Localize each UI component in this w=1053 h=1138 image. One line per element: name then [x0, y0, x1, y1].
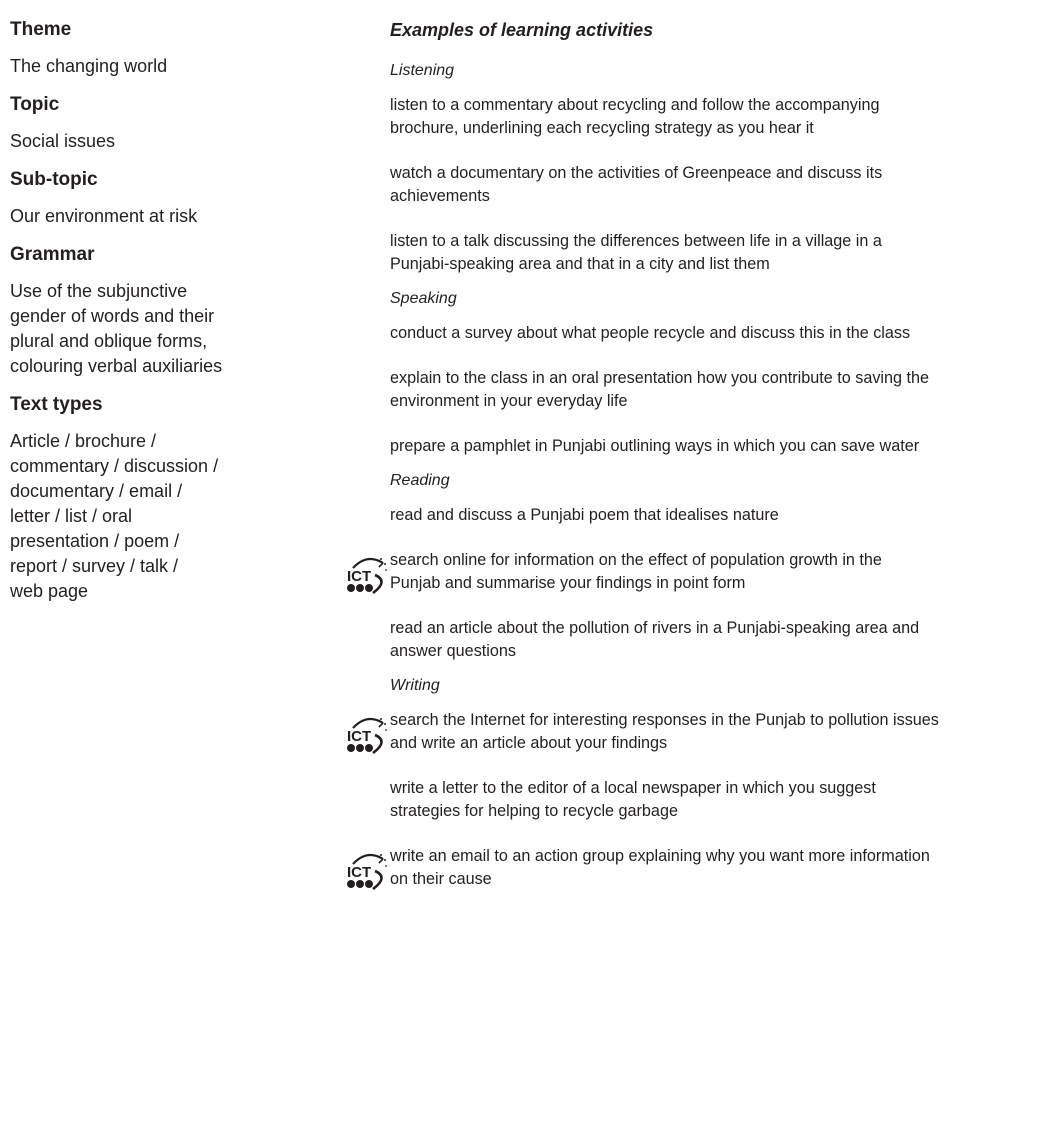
- text-types-heading: Text types: [10, 394, 103, 415]
- activities-title: Examples of learning activities: [390, 20, 654, 40]
- ict-icon-label: ICT: [347, 728, 372, 745]
- grammar-line: Use of the subjunctive: [10, 281, 188, 301]
- theme-heading: Theme: [10, 19, 72, 40]
- activity-item: [390, 162, 1045, 208]
- activity-item: [390, 435, 1045, 458]
- grammar-line: plural and oblique forms,: [10, 331, 208, 351]
- skill-heading-writing: Writing: [390, 677, 440, 694]
- activity-line: environment in your everyday life: [390, 392, 628, 410]
- grammar-line: colouring verbal auxiliaries: [10, 356, 223, 376]
- text-types-line: letter / list / oral: [10, 506, 133, 526]
- activity-line: prepare a pamphlet in Punjabi outlining ways in which you can save water: [390, 437, 920, 455]
- activity-line: achievements: [390, 187, 490, 205]
- activity-line: Punjabi-speaking area and that in a city and list them: [390, 255, 770, 273]
- activities-panel: [347, 18, 1045, 903]
- activity-line: search online for information on the effect of population growth in the: [390, 551, 882, 569]
- text-types-line: Article / brochure /: [10, 431, 157, 451]
- text-types-line: commentary / discussion /: [10, 456, 219, 476]
- activity-line: conduct a survey about what people recycle and discuss this in the class: [390, 324, 911, 342]
- theme-value: The changing world: [10, 56, 168, 76]
- skill-heading-listening: Listening: [390, 62, 455, 79]
- activity-line: and write an article about your findings: [390, 734, 668, 752]
- activity-line: strategies for helping to recycle garbage: [390, 802, 678, 820]
- text-types-line: presentation / poem /: [10, 531, 180, 551]
- grammar-heading: Grammar: [10, 244, 95, 265]
- topic-heading: Topic: [10, 94, 60, 115]
- activity-sections: [347, 60, 1045, 891]
- activity-item: [390, 777, 1045, 823]
- skill-heading-speaking: Speaking: [390, 290, 457, 307]
- activity-item: [390, 94, 1045, 140]
- activity-line: explain to the class in an oral presentation how you contribute to saving the: [390, 369, 930, 387]
- subtopic-heading: Sub-topic: [10, 169, 98, 190]
- ict-icon-label: ICT: [347, 864, 372, 881]
- text-types-value: [10, 429, 310, 604]
- activity-line: write a letter to the editor of a local newspaper in which you suggest: [390, 779, 876, 797]
- ict-icon: [345, 555, 389, 595]
- ict-icon-label: ICT: [347, 568, 372, 585]
- text-types-line: report / survey / talk /: [10, 556, 179, 576]
- text-types-line: documentary / email /: [10, 481, 183, 501]
- activity-line: on their cause: [390, 870, 492, 888]
- activity-item: [390, 322, 1045, 345]
- activity-line: read an article about the pollution of rivers in a Punjabi-speaking area and: [390, 619, 920, 637]
- activity-item: [347, 549, 1045, 595]
- sidebar: [10, 18, 310, 618]
- activity-item: [390, 504, 1045, 527]
- activity-line: search the Internet for interesting responses in the Punjab to pollution issues: [390, 711, 939, 729]
- activity-item: [390, 230, 1045, 276]
- activity-line: brochure, underlining each recycling strategy as you hear it: [390, 119, 814, 137]
- activity-line: read and discuss a Punjabi poem that idealises nature: [390, 506, 779, 524]
- activity-line: listen to a commentary about recycling and follow the accompanying: [390, 96, 880, 114]
- activity-item: [390, 367, 1045, 413]
- activity-line: Punjab and summarise your findings in point form: [390, 574, 746, 592]
- activity-line: watch a documentary on the activities of Greenpeace and discuss its: [390, 164, 883, 182]
- ict-icon: [345, 851, 389, 891]
- skill-heading-reading: Reading: [390, 472, 450, 489]
- activity-line: answer questions: [390, 642, 516, 660]
- grammar-line: gender of words and their: [10, 306, 215, 326]
- ict-icon: [345, 715, 389, 755]
- activity-line: listen to a talk discussing the differences between life in a village in a: [390, 232, 882, 250]
- activity-item: [347, 709, 1045, 755]
- text-types-line: web page: [10, 581, 89, 601]
- topic-value: Social issues: [10, 131, 116, 151]
- activity-line: write an email to an action group explaining why you want more information: [390, 847, 930, 865]
- activity-item: [347, 845, 1045, 891]
- subtopic-value: Our environment at risk: [10, 206, 198, 226]
- grammar-value: [10, 279, 310, 379]
- activity-item: [390, 617, 1045, 663]
